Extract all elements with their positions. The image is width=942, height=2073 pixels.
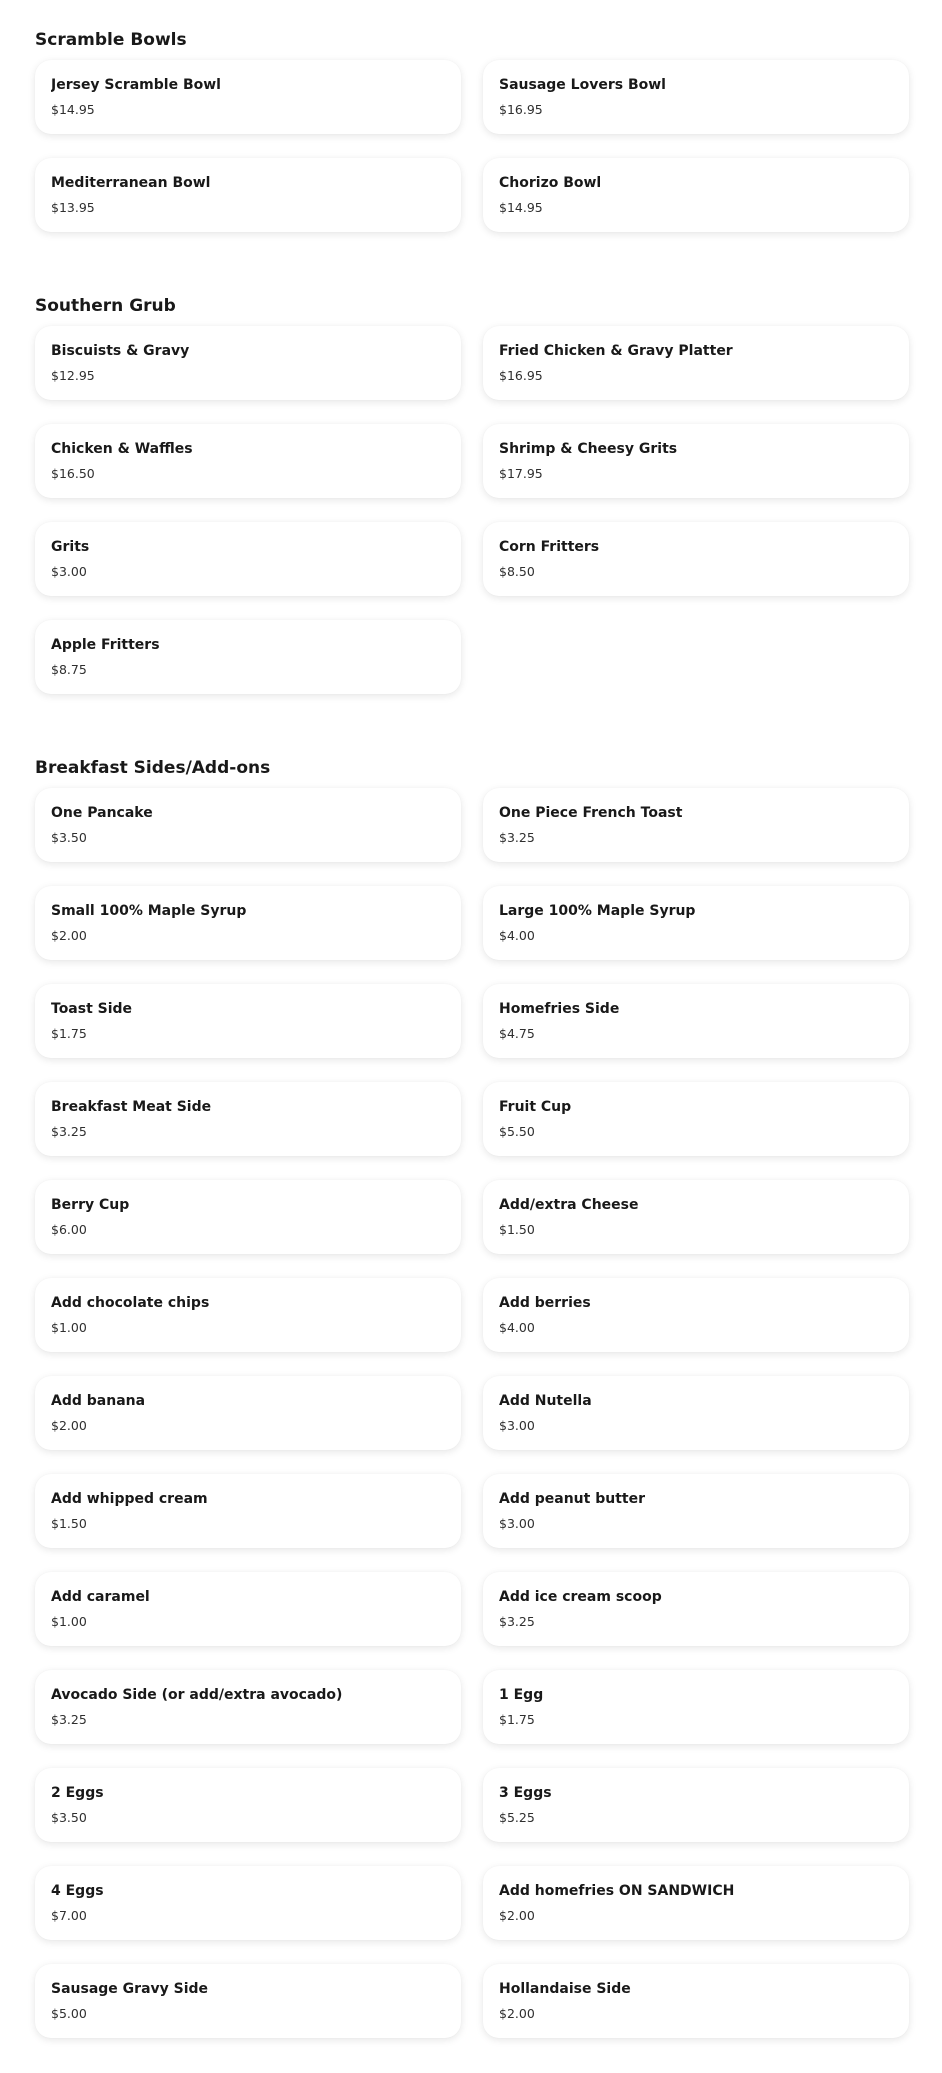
menu-item-name: Sausage Gravy Side (51, 1981, 209, 1997)
section-title-breakfast-sides: Breakfast Sides/Add-ons (35, 758, 271, 778)
menu-item-card[interactable] (35, 1082, 461, 1156)
menu-item-name: Avocado Side (or add/extra avocado) (51, 1687, 343, 1703)
menu-item-price: $2.00 (51, 928, 87, 943)
menu-item-card[interactable] (35, 326, 461, 400)
menu-item-price: $5.50 (499, 1124, 535, 1139)
menu-item-card[interactable] (35, 1376, 461, 1450)
menu-item-name: Fried Chicken & Gravy Platter (499, 343, 733, 359)
menu-item-name: Add Nutella (499, 1393, 592, 1409)
menu-item-name: Add peanut butter (499, 1491, 645, 1507)
menu-item-price: $6.00 (51, 1222, 87, 1237)
menu-item-price: $16.95 (499, 102, 543, 117)
menu-item-name: Chicken & Waffles (51, 441, 193, 457)
menu-item-card[interactable] (483, 1866, 909, 1940)
menu-item-price: $16.95 (499, 368, 543, 383)
menu-item-card[interactable] (483, 1670, 909, 1744)
menu-item-price: $16.50 (51, 466, 95, 481)
menu-item-price: $14.95 (499, 200, 543, 215)
menu-item-card[interactable] (483, 60, 909, 134)
menu-item-card[interactable] (35, 788, 461, 862)
menu-item-name: Mediterranean Bowl (51, 175, 211, 191)
menu-item-card[interactable] (35, 886, 461, 960)
menu-item-card[interactable] (35, 1670, 461, 1744)
menu-item-name: Add banana (51, 1393, 146, 1409)
menu-item-price: $3.25 (499, 1614, 535, 1629)
menu-item-name: Breakfast Meat Side (51, 1099, 212, 1115)
menu-item-price: $8.75 (51, 662, 87, 677)
menu-item-card[interactable] (35, 1474, 461, 1548)
menu-item-name: Chorizo Bowl (499, 175, 602, 191)
menu-item-card[interactable] (483, 424, 909, 498)
menu-item-price: $5.00 (51, 2006, 87, 2021)
menu-item-price: $2.00 (51, 1418, 87, 1433)
menu-item-price: $3.50 (51, 1810, 87, 1825)
menu-item-price: $1.50 (499, 1222, 535, 1237)
menu-item-name: 2 Eggs (51, 1785, 104, 1801)
menu-item-card[interactable] (35, 522, 461, 596)
menu-item-price: $13.95 (51, 200, 95, 215)
menu-item-name: 3 Eggs (499, 1785, 552, 1801)
menu-item-card[interactable] (35, 424, 461, 498)
menu-item-name: Shrimp & Cheesy Grits (499, 441, 678, 457)
menu-item-price: $4.00 (499, 928, 535, 943)
menu-item-price: $3.25 (499, 830, 535, 845)
menu-item-name: Biscuists & Gravy (51, 343, 190, 359)
menu-item-card[interactable] (483, 158, 909, 232)
menu-item-name: Add ice cream scoop (499, 1589, 662, 1605)
menu-item-card[interactable] (483, 1474, 909, 1548)
menu-item-card[interactable] (483, 1082, 909, 1156)
menu-item-name: Corn Fritters (499, 539, 600, 555)
menu-item-price: $3.00 (51, 564, 87, 579)
menu-item-price: $2.00 (499, 1908, 535, 1923)
menu-item-price: $2.00 (499, 2006, 535, 2021)
menu-item-price: $5.25 (499, 1810, 535, 1825)
menu-item-card[interactable] (483, 1180, 909, 1254)
menu-item-name: Add whipped cream (51, 1491, 208, 1507)
menu-item-price: $8.50 (499, 564, 535, 579)
menu-item-price: $1.75 (499, 1712, 535, 1727)
menu-item-card[interactable] (483, 1572, 909, 1646)
section-title-scramble-bowls: Scramble Bowls (35, 30, 187, 50)
menu-item-name: Add chocolate chips (51, 1295, 210, 1311)
menu-item-card[interactable] (35, 984, 461, 1058)
menu-item-name: Jersey Scramble Bowl (51, 77, 221, 93)
menu-item-card[interactable] (35, 620, 461, 694)
menu-item-card[interactable] (35, 1866, 461, 1940)
menu-item-name: Grits (51, 539, 90, 555)
menu-item-name: 1 Egg (499, 1687, 544, 1703)
menu-item-name: Large 100% Maple Syrup (499, 903, 696, 919)
menu-item-name: Add homefries ON SANDWICH (499, 1883, 735, 1899)
menu-item-price: $1.00 (51, 1320, 87, 1335)
menu-item-name: Fruit Cup (499, 1099, 572, 1115)
menu-item-price: $4.75 (499, 1026, 535, 1041)
menu-item-name: Homefries Side (499, 1001, 620, 1017)
menu-item-name: Add caramel (51, 1589, 150, 1605)
menu-item-price: $3.00 (499, 1516, 535, 1531)
menu-item-name: Add/extra Cheese (499, 1197, 639, 1213)
menu-item-name: Add berries (499, 1295, 591, 1311)
menu-item-card[interactable] (35, 1768, 461, 1842)
menu-item-price: $3.25 (51, 1712, 87, 1727)
menu-item-name: Apple Fritters (51, 637, 160, 653)
menu-item-price: $3.00 (499, 1418, 535, 1433)
menu-item-price: $7.00 (51, 1908, 87, 1923)
menu-item-price: $14.95 (51, 102, 95, 117)
menu-item-card[interactable] (35, 1278, 461, 1352)
menu-item-card[interactable] (35, 1572, 461, 1646)
menu-item-name: One Pancake (51, 805, 153, 821)
menu-item-price: $4.00 (499, 1320, 535, 1335)
menu-item-name: Sausage Lovers Bowl (499, 77, 666, 93)
menu-item-price: $12.95 (51, 368, 95, 383)
menu-item-card[interactable] (35, 60, 461, 134)
menu-item-card[interactable] (483, 886, 909, 960)
menu-item-card[interactable] (483, 522, 909, 596)
menu-item-price: $3.50 (51, 830, 87, 845)
menu-item-card[interactable] (35, 1964, 461, 2038)
menu-item-card[interactable] (483, 326, 909, 400)
menu-item-price: $1.75 (51, 1026, 87, 1041)
menu-item-price: $3.25 (51, 1124, 87, 1139)
menu-item-card[interactable] (35, 158, 461, 232)
menu-item-name: Hollandaise Side (499, 1981, 631, 1997)
menu-item-card[interactable] (483, 984, 909, 1058)
menu-item-card[interactable] (483, 788, 909, 862)
menu-item-card[interactable] (483, 1964, 909, 2038)
menu-item-name: Toast Side (51, 1001, 133, 1017)
menu-item-price: $17.95 (499, 466, 543, 481)
menu-item-card[interactable] (35, 1180, 461, 1254)
menu-item-name: Small 100% Maple Syrup (51, 903, 247, 919)
menu-item-price: $1.50 (51, 1516, 87, 1531)
menu-item-price: $1.00 (51, 1614, 87, 1629)
menu-item-name: One Piece French Toast (499, 805, 683, 821)
menu-item-card[interactable] (483, 1768, 909, 1842)
section-title-southern-grub: Southern Grub (35, 296, 176, 316)
menu-item-name: 4 Eggs (51, 1883, 104, 1899)
menu-item-card[interactable] (483, 1376, 909, 1450)
menu-item-card[interactable] (483, 1278, 909, 1352)
menu-item-name: Berry Cup (51, 1197, 130, 1213)
